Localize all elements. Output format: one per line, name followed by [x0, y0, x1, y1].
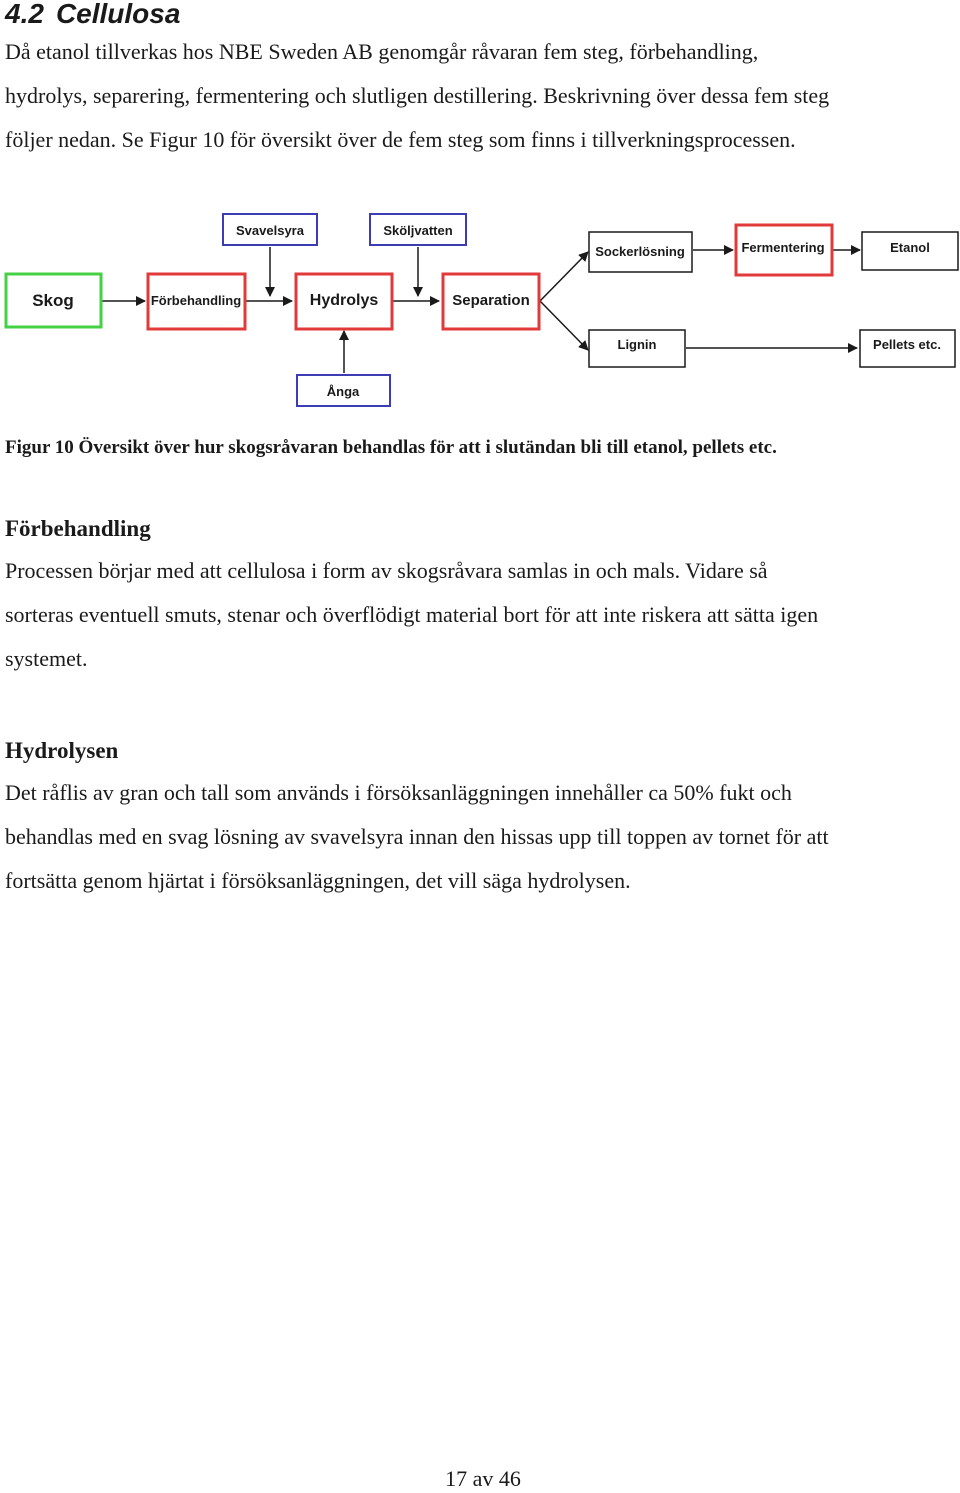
- node-skoljvatten: [370, 214, 466, 245]
- node-skog: [6, 274, 101, 327]
- arrow-separation-sockerlosning: [540, 252, 588, 301]
- page-number: 17 av 46: [445, 1466, 521, 1491]
- forbehandling-line: sorteras eventuell smuts, stenar och överflödigt material bort för att inte riskera att sätta igen: [5, 602, 819, 627]
- node-lignin-label: Lignin: [617, 337, 657, 352]
- node-lignin: [589, 330, 685, 367]
- node-skoljvatten-label: Sköljvatten: [383, 223, 453, 238]
- node-separation-label: Separation: [452, 292, 530, 309]
- forbehandling-line: systemet.: [5, 646, 88, 671]
- section-number: 4.2: [5, 0, 44, 29]
- hydrolysen-line: behandlas med en svag lösning av svavelsyra innan den hissas upp till toppen av tornet för att: [5, 824, 829, 849]
- node-sockerlosning: [589, 232, 692, 272]
- intro-line: följer nedan. Se Figur 10 för översikt över de fem steg som finns i tillverkningsprocessen.: [5, 127, 796, 152]
- heading-forbehandling: Förbehandling: [5, 516, 151, 541]
- hydrolysen-line: Det råflis av gran och tall som används i försöksanläggningen innehåller ca 50% fukt och: [5, 780, 792, 805]
- node-pellets-label: Pellets etc.: [873, 337, 941, 352]
- node-anga-label: Ånga: [326, 384, 360, 399]
- forbehandling-paragraph: [5, 549, 960, 681]
- heading-hydrolysen: Hydrolysen: [5, 738, 119, 763]
- figure-caption: Figur 10 Översikt över hur skogsråvaran behandlas för att i slutändan bli till etanol, pellets etc.: [5, 437, 777, 458]
- section-heading: [5, 0, 180, 32]
- intro-paragraph: [5, 30, 960, 162]
- node-hydrolys: [296, 274, 392, 329]
- forbehandling-line: Processen börjar med att cellulosa i form av skogsråvara samlas in och mals. Vidare så: [5, 558, 768, 583]
- section-title: Cellulosa: [55, 0, 181, 29]
- node-hydrolys-label: Hydrolys: [309, 292, 379, 309]
- node-etanol: [862, 232, 958, 270]
- node-etanol-label: Etanol: [890, 240, 930, 255]
- node-pellets: [860, 330, 955, 367]
- hydrolysen-paragraph: [5, 771, 960, 903]
- node-forbehandling-label: Förbehandling: [150, 293, 242, 308]
- node-separation: [443, 274, 539, 329]
- arrow-separation-lignin: [540, 301, 588, 350]
- node-sockerlosning-label: Sockerlösning: [595, 244, 685, 259]
- intro-line: hydrolys, separering, fermentering och slutligen destillering. Beskrivning över dessa fem steg: [5, 83, 830, 108]
- intro-line: Då etanol tillverkas hos NBE Sweden AB genomgår råvaran fem steg, förbehandling,: [5, 39, 759, 64]
- node-skog-label: Skog: [32, 291, 74, 310]
- node-anga: [297, 375, 390, 406]
- node-svavelsyra: [223, 214, 317, 245]
- hydrolysen-line: fortsätta genom hjärtat i försöksanläggningen, det vill säga hydrolysen.: [5, 868, 631, 893]
- node-svavelsyra-label: Svavelsyra: [236, 223, 304, 238]
- node-fermentering-label: Fermentering: [741, 240, 825, 255]
- node-fermentering: [736, 225, 832, 275]
- node-forbehandling: [148, 274, 245, 329]
- process-flow-diagram: [0, 205, 960, 415]
